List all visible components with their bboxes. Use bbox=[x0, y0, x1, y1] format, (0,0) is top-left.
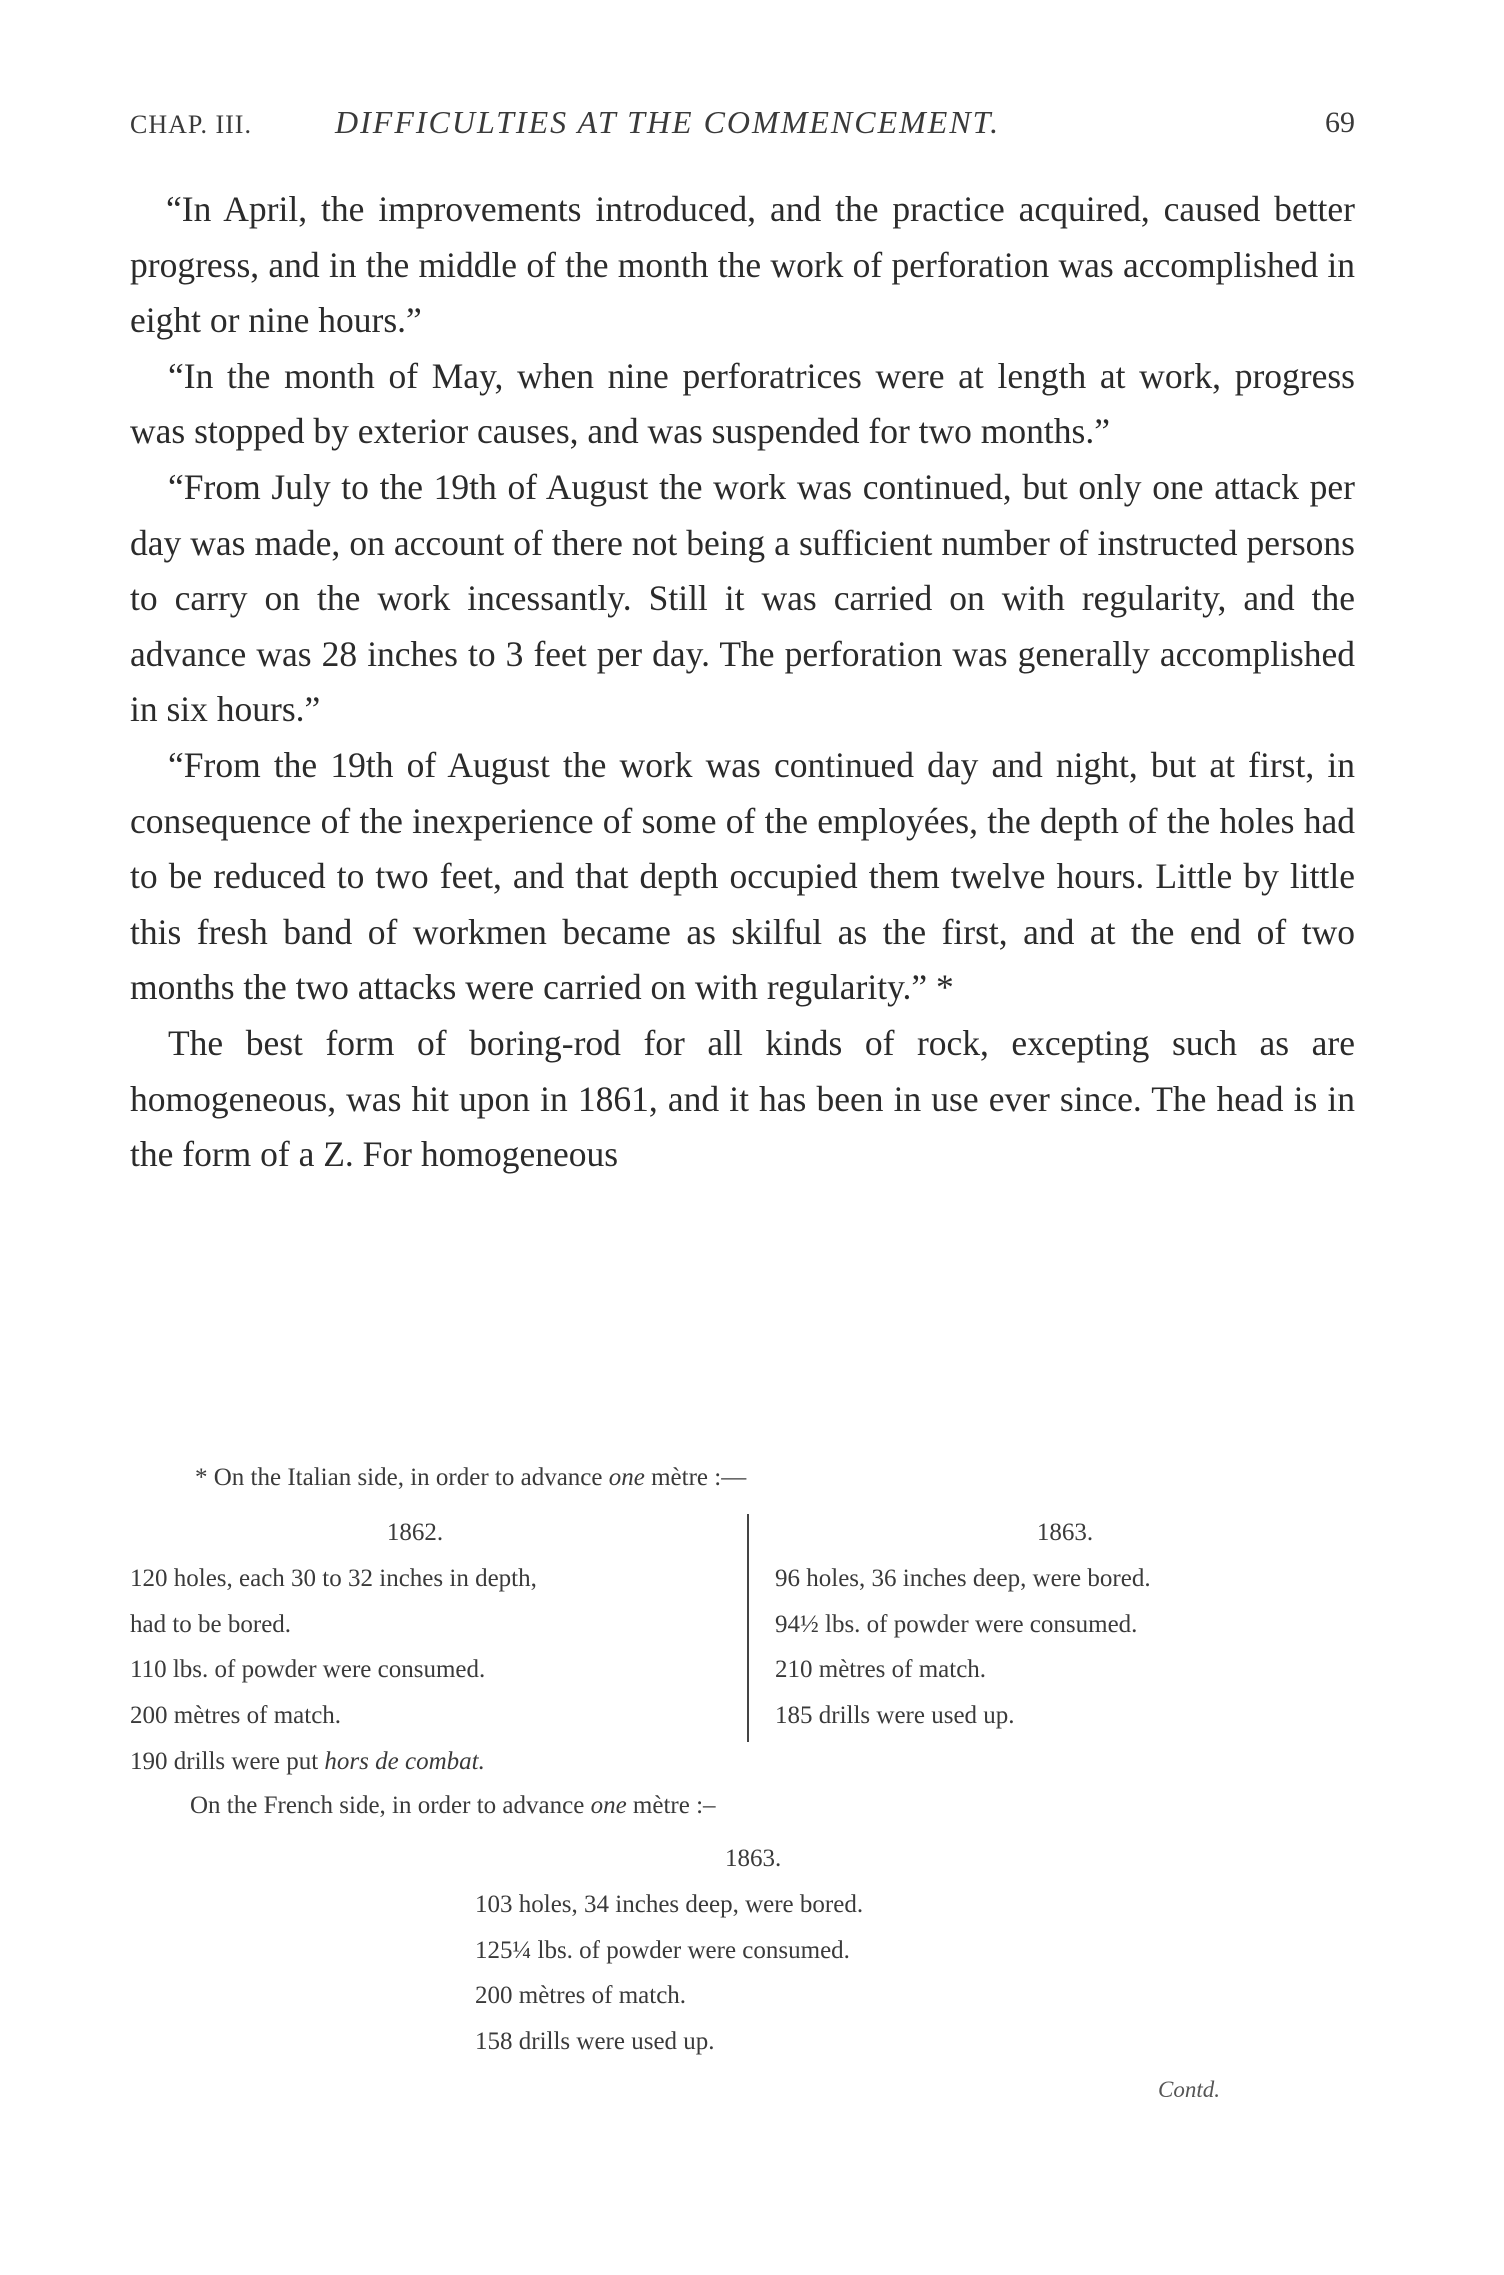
running-head bbox=[130, 100, 1355, 150]
footnote-line: 110 lbs. of powder were consumed. bbox=[130, 1656, 486, 1684]
footnote-line: 210 mètres of match. bbox=[775, 1656, 987, 1684]
year-heading-1863: 1863. bbox=[1036, 1519, 1094, 1546]
continued-marker: Contd. bbox=[1158, 2077, 1220, 2102]
footnote-line: 94½ lbs. of powder were consumed. bbox=[775, 1610, 1138, 1638]
footnote-line: 185 drills were used up. bbox=[775, 1702, 1015, 1730]
footnote-line: 96 holes, 36 inches deep, were bored. bbox=[775, 1564, 1151, 1592]
footnote-line: 158 drills were used up. bbox=[475, 2028, 715, 2056]
footnote-column-1863-italian bbox=[775, 1510, 1355, 1739]
footnote-line: 125¼ lbs. of powder were consumed. bbox=[475, 1936, 850, 1964]
paragraph-april: “In April, the improvements introduced, and the practice acquired, caused better progress, and in the middle of the month the work of perforation was accomplished in eight or nine hours.” bbox=[130, 189, 1355, 341]
body-text bbox=[130, 182, 1355, 1183]
footnote-italian-intro: * On the Italian side, in order to advance one mètre :— bbox=[195, 1464, 747, 1491]
chapter-label: CHAP. III. bbox=[130, 110, 252, 139]
page-number: 69 bbox=[1325, 106, 1355, 139]
footnote-line: 120 holes, each 30 to 32 inches in depth, bbox=[130, 1564, 537, 1592]
year-heading-1862: 1862. bbox=[386, 1519, 444, 1546]
footnote-line: 190 drills were put hors de combat. bbox=[130, 1747, 485, 1775]
paragraph-boring-rod: The best form of boring-rod for all kinds of rock, excepting such as are homogeneous, was hit upon in 1861, and it has been in use ever since. The head is in the form of a Z. For homogeneous bbox=[130, 1022, 1355, 1175]
paragraph-may: “In the month of May, when nine perforatrices were at length at work, progress was stopped by exterior causes, and was suspended for two months.” bbox=[130, 355, 1355, 452]
footnote-line: 103 holes, 34 inches deep, were bored. bbox=[475, 1890, 864, 1918]
column-divider bbox=[747, 1514, 749, 1742]
paragraph-august: “From the 19th of August the work was continued day and night, but at first, in consequence of the inexperience of some of the employées, the depth of the holes had to be reduced to two feet, and that depth occupied them twelve hours. Little by little this fresh band of workmen became as skilful as the first, and at the end of two months the two attacks were carried on with regularity.” * bbox=[130, 744, 1355, 1008]
footnote-line: had to be bored. bbox=[130, 1610, 292, 1638]
footnote-line: 200 mètres of match. bbox=[475, 1982, 687, 2010]
footnote-column-1862 bbox=[130, 1510, 740, 1785]
paragraph-july: “From July to the 19th of August the work was continued, but only one attack per day was made, on account of there not being a sufficient number of instructed persons to carry on the work incessantly. Still it was carried on with regularity, and the advance was 28 inches to 3 feet per day. The perforation was generally accomplished in six hours.” bbox=[130, 466, 1355, 730]
footnote-line: 200 mètres of match. bbox=[130, 1702, 342, 1730]
footnote-french-intro: On the French side, in order to advance one mètre :– bbox=[190, 1792, 716, 1819]
footnote-column-1863-french bbox=[475, 1836, 1075, 2065]
year-heading-1863-french: 1863. bbox=[725, 1845, 782, 1872]
running-title: DIFFICULTIES AT THE COMMENCEMENT. bbox=[335, 104, 1001, 140]
